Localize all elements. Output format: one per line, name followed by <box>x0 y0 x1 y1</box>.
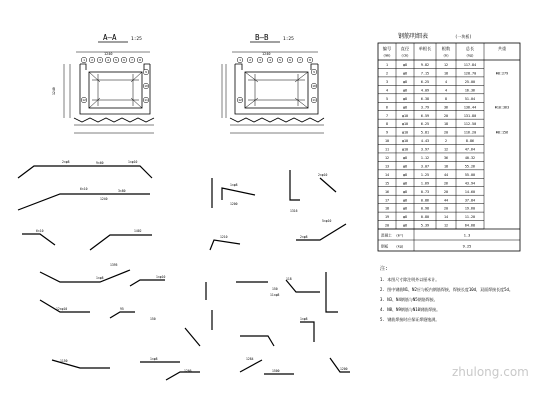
table-cell: 12 <box>443 147 449 152</box>
rebar-label: 1266 <box>184 369 192 373</box>
table-header-2: 单根长 <box>418 46 432 51</box>
table-cell: 4 <box>385 88 389 93</box>
table-cell: 7 <box>385 113 389 118</box>
table-cell: 6.38 <box>420 96 430 101</box>
table-cell: 5 <box>385 96 389 101</box>
rebar-label: 6×10 <box>80 187 88 191</box>
table-cell: 12 <box>443 223 449 228</box>
table-cell: 5.81 <box>420 130 430 135</box>
table-footer-value: 9.25 <box>462 244 472 249</box>
rebar-label: 150 <box>150 317 156 321</box>
table-unit-1: (cm) <box>401 53 409 58</box>
marker-label: 6 <box>123 58 125 63</box>
table-cell: 47.64 <box>464 147 476 152</box>
table-cell: φ8 <box>402 156 408 161</box>
table-cell: 20 <box>384 223 390 228</box>
rebar-label: 11×φ8 <box>270 293 280 297</box>
rebar-label: 1150 <box>60 359 68 363</box>
table-cell: φ8 <box>402 189 408 194</box>
table-title-note: (一块板) <box>455 34 472 39</box>
table-cell: 10 <box>384 139 390 144</box>
table-cell: 0.80 <box>420 215 430 220</box>
section-b-scale: 1:25 <box>283 37 294 42</box>
marker-label: 3 <box>99 58 101 63</box>
marker-label: 5 <box>115 58 117 63</box>
table-cell: φ8 <box>402 223 408 228</box>
note-4: 4. N8、N9钢筋与N10钢筋焊接。 <box>380 307 441 312</box>
table-cell: φ10 <box>401 122 409 127</box>
table-cell: Φ10:363 <box>494 105 510 110</box>
rebar-label: 2×φ8 <box>62 160 70 164</box>
table-cell: φ8 <box>402 79 408 84</box>
table-cell: 11 <box>384 147 390 152</box>
table-cell: 3.07 <box>420 164 430 169</box>
marker-label: 9 <box>145 70 147 75</box>
table-cell: 6.25 <box>420 79 430 84</box>
section-b-title: B—B <box>255 33 269 42</box>
marker-label: 12 <box>238 98 242 103</box>
rebar-label: 1×φ10 <box>128 160 138 164</box>
table-unit-4: (kg) <box>466 53 474 58</box>
table-cell: 4.43 <box>420 139 430 144</box>
section-a-title: A—A <box>103 33 117 42</box>
table-cell: 6.59 <box>420 113 430 118</box>
table-cell: 20 <box>443 130 449 135</box>
table-cell: 8 <box>444 96 448 101</box>
table-cell: 6.25 <box>420 122 430 127</box>
rebar-label: 1240 <box>100 197 108 201</box>
table-footer-unit: (kg) <box>396 244 404 249</box>
marker-label: 11 <box>144 98 148 103</box>
table-cell: φ8 <box>402 172 408 177</box>
table-unit-3: (m) <box>443 53 449 58</box>
table-cell: 1 <box>385 63 389 68</box>
marker-label: 7 <box>299 58 301 63</box>
table-cell: 26 <box>443 181 449 186</box>
table-cell: 20 <box>443 206 449 211</box>
table-cell: φ10 <box>401 147 409 152</box>
rebar-label: 1395 <box>110 263 118 267</box>
table-cell: φ10 <box>401 113 409 118</box>
table-cell: φ10 <box>401 130 409 135</box>
rebar-label: 1×φ8 <box>230 183 238 187</box>
table-header-4: 总长 <box>465 46 475 51</box>
rebar-label: 1200 <box>340 367 348 371</box>
table-cell: 17 <box>384 198 390 203</box>
marker-label: 8 <box>309 58 311 63</box>
table-title: 钢筋明细表 <box>398 33 429 40</box>
table-cell: Φ8:156 <box>495 130 509 135</box>
rebar-label: 1×φ8 <box>150 357 158 361</box>
table-cell: 20 <box>443 189 449 194</box>
table-cell: 8.86 <box>465 139 475 144</box>
table-cell: 117.84 <box>463 63 477 68</box>
table-cell: 136.44 <box>463 105 477 110</box>
rebar-label: 150 <box>272 287 278 291</box>
table-cell: 16.36 <box>464 88 476 93</box>
table-cell: φ8 <box>402 96 408 101</box>
marker-label: 10 <box>144 84 148 89</box>
table-cell: 9 <box>385 130 389 135</box>
table-cell: 16 <box>384 189 390 194</box>
table-cell: 25.00 <box>464 79 476 84</box>
watermark: zhulong.com <box>452 365 529 379</box>
table-cell: 2 <box>385 71 389 76</box>
table-cell: 6 <box>385 105 389 110</box>
table-cell: 36 <box>443 156 449 161</box>
table-header-1: 直径 <box>400 46 410 51</box>
rebar-label: 118 <box>286 277 292 281</box>
section-a-width-dim: 1240 <box>104 52 113 56</box>
table-cell: 128.70 <box>463 71 477 76</box>
table-cell: 3.79 <box>420 105 430 110</box>
table-cell: 3 <box>385 79 389 84</box>
table-cell: 20 <box>443 113 449 118</box>
table-cell: 18 <box>443 71 449 76</box>
table-unit-0: (mm) <box>383 53 391 58</box>
rebar-label: 1284 <box>246 357 254 361</box>
rebar-label: 1×φ8 <box>300 317 308 321</box>
marker-label: 1 <box>239 58 241 63</box>
table-cell: φ8 <box>402 215 408 220</box>
marker-label: 5 <box>279 58 281 63</box>
table-cell: φ8 <box>402 63 408 68</box>
table-cell: 4 <box>444 79 448 84</box>
rebar-label: 2×φ8 <box>300 235 308 239</box>
table-cell: φ8 <box>402 164 408 169</box>
table-cell: 18 <box>443 164 449 169</box>
rebar-label: 1402 <box>134 229 142 233</box>
rebar-label: 5×φ10 <box>322 219 332 223</box>
table-cell: 43.94 <box>464 181 476 186</box>
table-cell: φ8 <box>402 88 408 93</box>
table-cell: φ8 <box>402 105 408 110</box>
table-cell: 4 <box>444 88 448 93</box>
table-cell: 37.84 <box>464 198 476 203</box>
note-3: 3. N3、N4钢筋与N5钢筋焊接。 <box>380 297 438 302</box>
rebar-label: 3×80 <box>118 189 126 193</box>
table-cell: 12 <box>384 156 390 161</box>
table-cell: 0.86 <box>420 198 430 203</box>
marker-label: 2 <box>91 58 93 63</box>
table-cell: 15 <box>384 181 390 186</box>
table-cell: 64.68 <box>464 223 476 228</box>
rebar-label: 1200 <box>230 202 238 206</box>
rebar-label: 6×10 <box>36 229 44 233</box>
table-cell: φ8 <box>402 198 408 203</box>
notes-heading: 注: <box>380 266 389 272</box>
section-b-width-dim: 1240 <box>262 52 271 56</box>
table-cell: 19 <box>384 215 390 220</box>
note-5: 5. 钢筋焊接时应保证焊缝饱满。 <box>380 317 440 322</box>
table-cell: 131.80 <box>463 113 477 118</box>
table-header-5: 共重 <box>497 46 507 51</box>
note-1: 1. 本图尺寸除注明外以厘米计。 <box>380 277 440 282</box>
table-cell: 12 <box>443 63 449 68</box>
marker-label: 12 <box>82 98 86 103</box>
table-cell: 1.12 <box>420 156 430 161</box>
table-cell: 44 <box>443 172 449 177</box>
marker-label: 11 <box>312 98 316 103</box>
table-header-0: 编号 <box>382 46 392 51</box>
marker-label: 4 <box>269 58 271 63</box>
rebar-label: 2×φ10 <box>318 173 328 177</box>
table-cell: 4.09 <box>420 88 430 93</box>
note-2: 2. 图中钢筋N1、N2应与板内钢筋焊接，焊接长度10d，双面焊接长度5d。 <box>380 287 513 292</box>
table-cell: 2 <box>444 139 448 144</box>
table-cell: 112.50 <box>463 122 477 127</box>
table-cell: 40.32 <box>464 156 476 161</box>
table-footer-label: 混凝土 <box>381 233 392 238</box>
table-cell: 14 <box>443 215 449 220</box>
section-a-scale: 1:25 <box>131 37 142 42</box>
marker-label: 6 <box>289 58 291 63</box>
table-cell: 116.20 <box>463 130 477 135</box>
table-cell: 44 <box>443 198 449 203</box>
table-cell: 13 <box>384 164 390 169</box>
table-cell: 14 <box>384 172 390 177</box>
table-cell: 51.04 <box>464 96 476 101</box>
table-cell: 1.69 <box>420 181 430 186</box>
rebar-label: 9×60 <box>96 161 104 165</box>
marker-label: 1 <box>83 58 85 63</box>
rebar-label: 1210 <box>220 235 228 239</box>
table-cell: 1.25 <box>420 172 430 177</box>
rebar-label: 1500 <box>272 369 280 373</box>
table-cell: 18 <box>443 122 449 127</box>
table-cell: φ10 <box>401 139 409 144</box>
table-cell: 7.15 <box>420 71 430 76</box>
table-cell: 9.82 <box>420 63 430 68</box>
rebar-label: 1×φ8 <box>96 276 104 280</box>
table-cell: 0.73 <box>420 189 430 194</box>
table-cell: 11.20 <box>464 215 476 220</box>
table-cell: 3.97 <box>420 147 430 152</box>
table-cell: 36 <box>443 105 449 110</box>
table-cell: 5.39 <box>420 223 430 228</box>
rebar-label: 1316 <box>290 209 298 213</box>
marker-label: 10 <box>312 84 316 89</box>
table-cell: 55.26 <box>464 164 476 169</box>
marker-label: 7 <box>131 58 133 63</box>
table-footer-value: 1.3 <box>463 233 471 238</box>
marker-label: 9 <box>313 70 315 75</box>
table-cell: φ8 <box>402 181 408 186</box>
marker-label: 3 <box>259 58 261 63</box>
table-cell: 55.00 <box>464 172 476 177</box>
table-cell: 19.60 <box>464 206 476 211</box>
table-cell: 14.60 <box>464 189 476 194</box>
table-cell: 8 <box>385 122 389 127</box>
table-footer-label: 钢板 <box>381 244 389 249</box>
table-cell: 18 <box>384 206 390 211</box>
table-cell: φ8 <box>402 206 408 211</box>
table-cell: 0.98 <box>420 206 430 211</box>
marker-label: 2 <box>249 58 251 63</box>
table-cell: φ8 <box>402 71 408 76</box>
table-footer-unit: (m³) <box>396 233 404 238</box>
section-a-height-dim: 1240 <box>52 87 56 95</box>
table-cell: Φ8:279 <box>495 71 509 76</box>
rebar-label: 95 <box>120 307 124 311</box>
rebar-label: 12×φ10 <box>56 307 68 311</box>
table-header-3: 根数 <box>441 46 451 51</box>
rebar-label: 1×φ10 <box>156 275 166 279</box>
marker-label: 8 <box>139 58 141 63</box>
marker-label: 4 <box>107 58 109 63</box>
